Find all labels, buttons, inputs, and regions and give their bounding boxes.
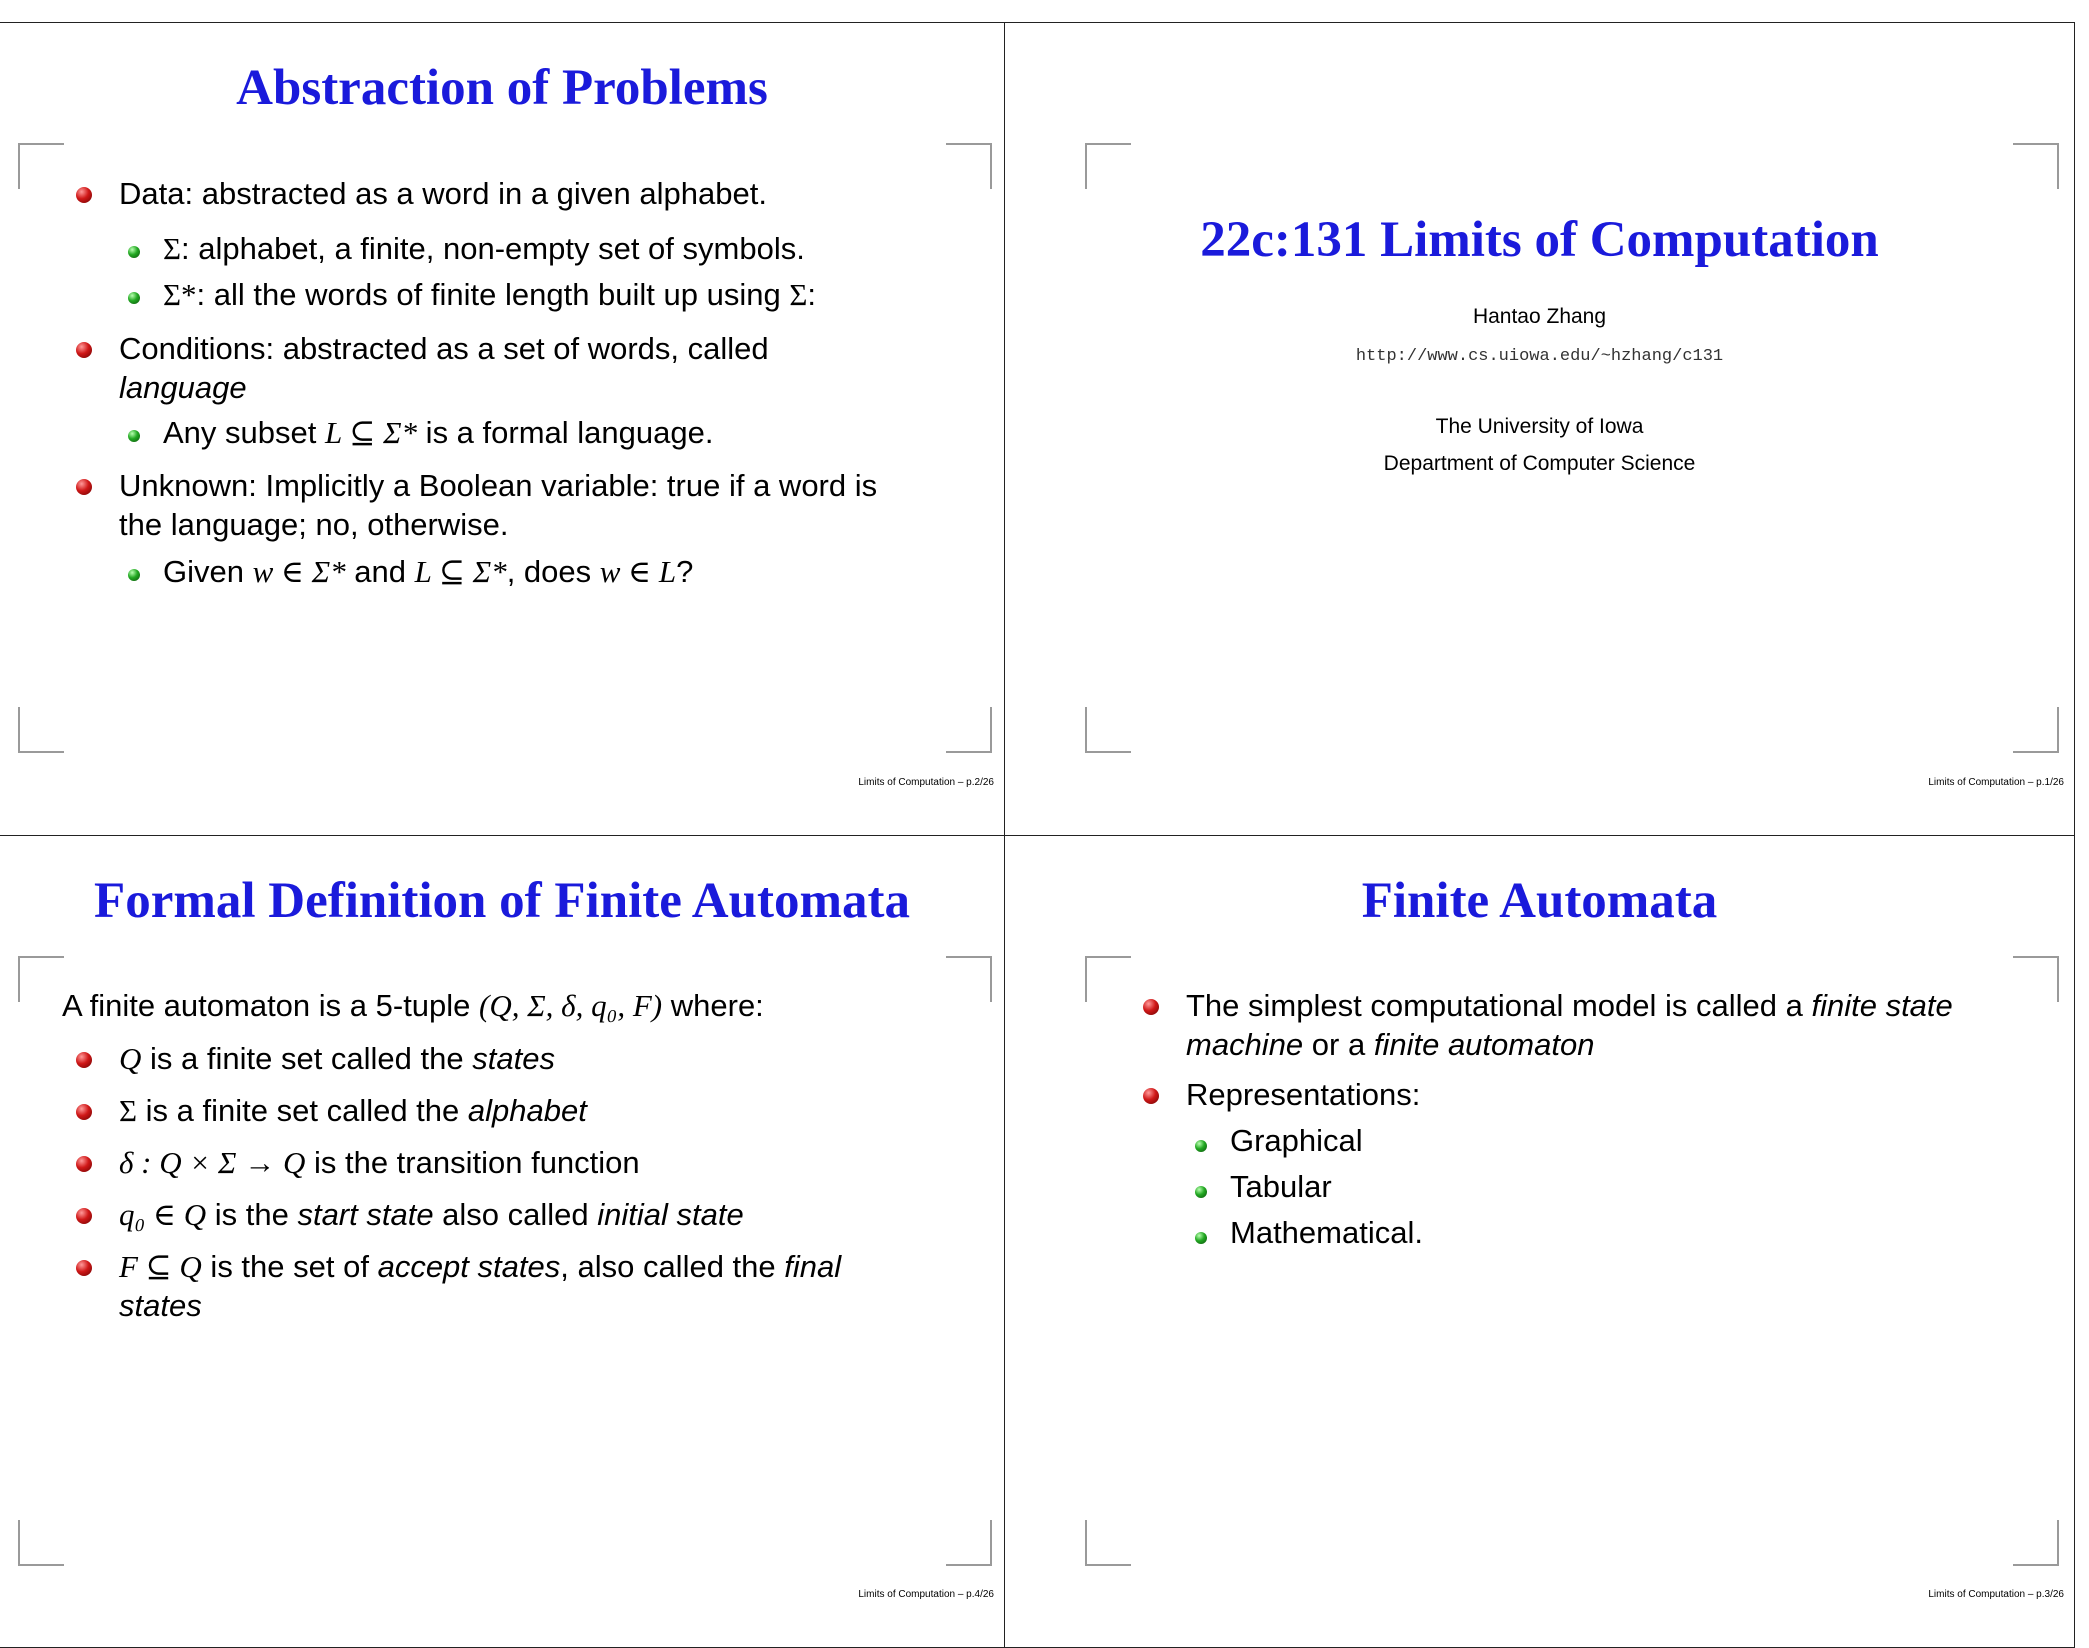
bullet-icon bbox=[1195, 1186, 1207, 1198]
bullet-icon bbox=[76, 187, 92, 203]
bullet-icon bbox=[128, 430, 140, 442]
slide-footer: Limits of Computation – p.4/26 bbox=[858, 1589, 994, 1600]
slide-abstraction-of-problems bbox=[0, 23, 1004, 835]
frame-corner-top-right bbox=[2013, 956, 2059, 1002]
frame-corner-top-right bbox=[946, 143, 992, 189]
slide-formal-definition bbox=[0, 836, 1004, 1647]
frame-corner-top-right bbox=[2013, 143, 2059, 189]
bullet-representations: Representations: bbox=[1186, 1077, 1421, 1112]
subbullet-formal-language: Any subset L ⊆ Σ* is a formal language. bbox=[163, 415, 714, 450]
bullet-icon bbox=[76, 1208, 92, 1224]
bullet-start-state: q₀ ∈ Q is the start state also called initial state bbox=[119, 1197, 744, 1232]
subbullet-alphabet: Σ: alphabet, a finite, non-empty set of symbols. bbox=[163, 231, 805, 266]
frame-corner-top-left bbox=[1085, 956, 1131, 1002]
bullet-icon bbox=[76, 1156, 92, 1172]
definition-intro: A finite automaton is a 5-tuple (Q, Σ, δ, q₀, F) where: bbox=[62, 988, 764, 1023]
subbullet-tabular: Tabular bbox=[1230, 1169, 1332, 1204]
subbullet-graphical: Graphical bbox=[1230, 1123, 1363, 1158]
slide-footer: Limits of Computation – p.2/26 bbox=[858, 777, 994, 788]
slide-title: Abstraction of Problems bbox=[236, 60, 768, 116]
page-right-rule bbox=[2074, 22, 2075, 1648]
slide-footer: Limits of Computation – p.3/26 bbox=[1928, 1589, 2064, 1600]
frame-corner-top-left bbox=[1085, 143, 1131, 189]
bullet-conditions: Conditions: abstracted as a set of words, called language bbox=[119, 331, 769, 405]
bullet-icon bbox=[1143, 999, 1159, 1015]
bullet-icon bbox=[128, 246, 140, 258]
frame-corner-bottom-right bbox=[2013, 707, 2059, 753]
bullet-icon bbox=[76, 1052, 92, 1068]
bullet-icon bbox=[76, 1260, 92, 1276]
bullet-states: Q is a finite set called the states bbox=[119, 1041, 555, 1076]
slide-title: Finite Automata bbox=[1361, 873, 1718, 929]
subbullet-sigma-star: Σ*: all the words of finite length built up using Σ: bbox=[163, 277, 817, 312]
bullet-simplest-model: The simplest computational model is called a finite state machine or a finite automaton bbox=[1186, 988, 1953, 1062]
university-name: The University of Iowa bbox=[1435, 415, 1644, 438]
course-title: 22c:131 Limits of Computation bbox=[1200, 212, 1879, 268]
frame-corner-bottom-left bbox=[1085, 1520, 1131, 1566]
bullet-icon bbox=[76, 342, 92, 358]
author-name: Hantao Zhang bbox=[1472, 305, 1607, 328]
slide-title: Formal Definition of Finite Automata bbox=[94, 873, 910, 929]
department-name: Department of Computer Science bbox=[1383, 452, 1696, 475]
subbullet-membership-question: Given w ∈ Σ* and L ⊆ Σ*, does w ∈ L? bbox=[163, 554, 694, 589]
slide-finite-automata bbox=[1005, 836, 2074, 1647]
bullet-accept-states: F ⊆ Q is the set of accept states, also called the final states bbox=[119, 1249, 842, 1323]
frame-corner-bottom-right bbox=[2013, 1520, 2059, 1566]
frame-corner-bottom-left bbox=[18, 1520, 64, 1566]
frame-corner-top-left bbox=[18, 956, 64, 1002]
slide-footer: Limits of Computation – p.1/26 bbox=[1928, 777, 2064, 788]
bullet-icon bbox=[128, 292, 140, 304]
subbullet-mathematical: Mathematical. bbox=[1230, 1215, 1423, 1250]
bullet-icon bbox=[128, 569, 140, 581]
bullet-icon bbox=[76, 1104, 92, 1120]
frame-corner-bottom-left bbox=[1085, 707, 1131, 753]
bullet-alphabet: Σ is a finite set called the alphabet bbox=[119, 1093, 587, 1128]
frame-corner-bottom-right bbox=[946, 707, 992, 753]
bullet-icon bbox=[1143, 1088, 1159, 1104]
bullet-icon bbox=[1195, 1140, 1207, 1152]
bullet-icon bbox=[1195, 1232, 1207, 1244]
frame-corner-top-left bbox=[18, 143, 64, 189]
course-url: http://www.cs.uiowa.edu/~hzhang/c131 bbox=[1355, 347, 1724, 366]
bullet-transition-function: δ : Q × Σ → Q is the transition function bbox=[119, 1145, 640, 1180]
frame-corner-top-right bbox=[946, 956, 992, 1002]
bullet-unknown: Unknown: Implicitly a Boolean variable: true if a word is the language; no, otherwise. bbox=[119, 468, 878, 542]
frame-corner-bottom-right bbox=[946, 1520, 992, 1566]
frame-corner-bottom-left bbox=[18, 707, 64, 753]
bullet-icon bbox=[76, 479, 92, 495]
bullet-data: Data: abstracted as a word in a given alphabet. bbox=[119, 176, 767, 211]
slide-title-page bbox=[1005, 23, 2074, 835]
